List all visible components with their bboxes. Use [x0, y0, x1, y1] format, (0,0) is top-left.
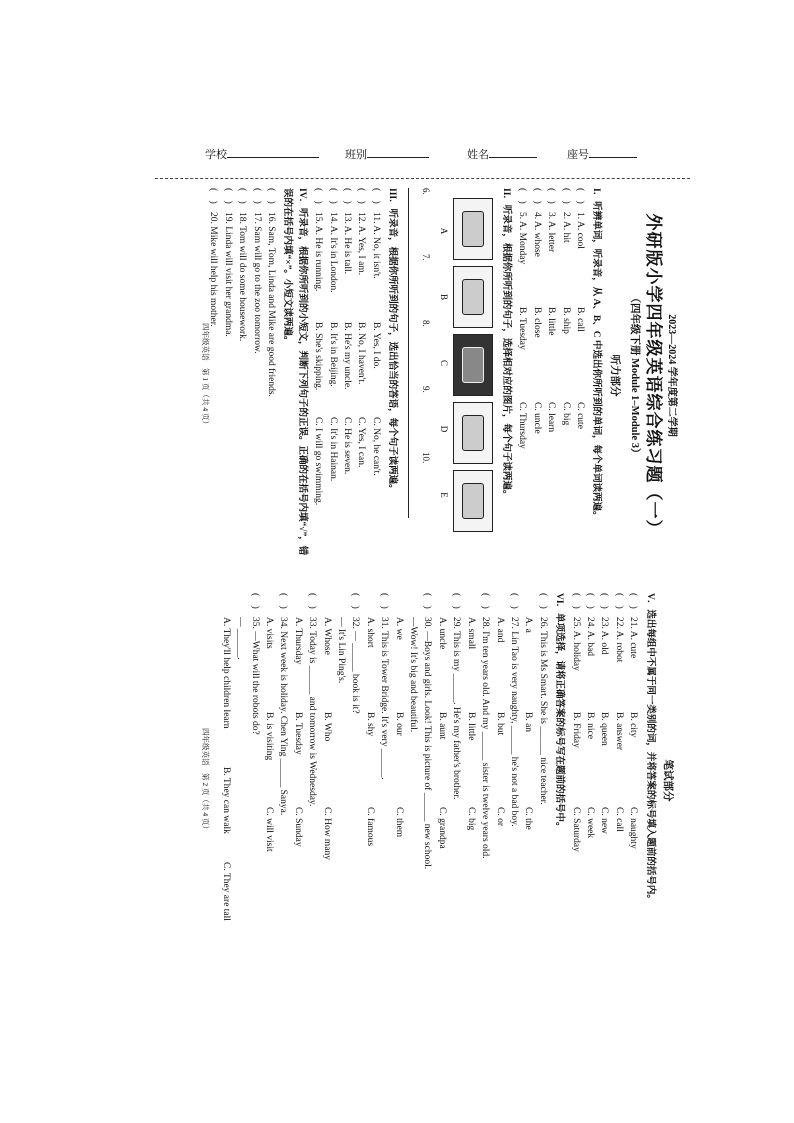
- question-row: ( ) 17. Sam will go to the zoo tomorrow.: [251, 188, 262, 354]
- options-row: A. a B. an C. the: [523, 617, 534, 830]
- cut-line: [155, 178, 690, 179]
- question-stem: ( ) 34. Next week is holiday. Chen Ying ______ Sanya.: [278, 593, 289, 816]
- page-1: [200, 188, 680, 563]
- question-row: ( ) 15. A. He is running. B. She's skipping. C. I will go swimming.: [313, 188, 324, 506]
- student-info-header: [205, 140, 665, 166]
- question-row: ( ) 19. Linda will visit her grandma.: [222, 188, 233, 337]
- picture-d: [453, 402, 493, 464]
- picture-b: [453, 266, 493, 328]
- answer-blanks: 6. 7. 8. 9. 10.: [403, 188, 433, 563]
- class-field[interactable]: [345, 146, 429, 162]
- listening-section-title: 听力部分: [608, 354, 620, 397]
- question-row: ( ) 13. A. He is tall. B. He's my uncle. C. He is seven.: [342, 188, 353, 475]
- question-row: ( ) 1. A. cool B. call C. cute: [574, 188, 585, 429]
- question-row: ( ) 16. Sam, Tom, Linda and Mike are good friends.: [266, 188, 277, 397]
- picture-labels: A B C D E: [438, 227, 449, 498]
- school-field[interactable]: [205, 146, 319, 162]
- exam-paper: [200, 188, 680, 958]
- options-row: A. visits B. is visiting C. will visit: [264, 617, 275, 852]
- question-stem-cont: —Wow! It's big and beautiful.: [408, 617, 419, 733]
- part1-list: [515, 188, 587, 563]
- exam-subtitle: （四年级下册 Module 1–Module 3）: [629, 292, 641, 459]
- question-stem: ( ) 29. This is my ______. He's my father's brother.: [451, 593, 462, 800]
- picture-e: [453, 470, 493, 532]
- question-stem: ( ) 30. —Boys and girls. Look! This is picture of ______ new school.: [422, 593, 433, 870]
- question-stem: ( ) 35. —What will the robots do?: [249, 593, 260, 735]
- options-row: A. small B. little C. big: [465, 617, 476, 831]
- question-stem: ( ) 27. Lin Tao is very naughty, ______ he's not a bad boy.: [508, 593, 519, 827]
- question-stem-cont: — It's Lin Ping's.: [336, 617, 347, 684]
- question-row: ( ) 23. A. old B. queen C. new: [599, 593, 610, 834]
- options-row: A. They'll help children learn B. They can walk C. They are tall: [220, 617, 231, 921]
- page-1-footer: 四年级英语 第 1 页（共 4 页）: [201, 323, 211, 428]
- options-row: A. and B. but C. or: [494, 617, 505, 826]
- options-row: A. we B. our C. them: [393, 617, 404, 838]
- name-label: 姓名: [467, 149, 489, 161]
- page-2-footer: 四年级英语 第 2 页（共 4 页）: [201, 728, 211, 833]
- picture-c: [453, 334, 493, 396]
- question-stem: ( ) 33. Today is ______ and tomorrow is Wednesday.: [307, 593, 318, 807]
- question-row: ( ) 5. A. Monday B. Tuesday C. Thursday: [517, 188, 528, 449]
- part4-list: [206, 188, 278, 563]
- picture-a: [453, 198, 493, 260]
- question-row: ( ) 11. A. No, it isn't. B. Yes, I do. C. No, he can't.: [370, 188, 381, 476]
- options-row: A. uncle B. aunt C. grandpa: [436, 617, 447, 849]
- part3-list: [311, 188, 383, 563]
- question-row: ( ) 4. A. whose B. close C. uncle: [531, 188, 542, 434]
- class-label: 班别: [345, 149, 367, 161]
- question-row: ( ) 12. A. Yes, I am. B. No, I haven't. C. Yes, I can.: [356, 188, 367, 468]
- part3-instructions: III．听录音，根据你所听到的句子，选出恰当的答语，每个句子读两遍。: [387, 188, 398, 494]
- options-row: A. Thursday B. Tuesday C. Sunday: [292, 617, 303, 847]
- question-stem: ( ) 31. This is Tower Bridge. It's very ______.: [379, 593, 390, 780]
- options-row: A. Whose B. Who C. How many: [321, 617, 332, 861]
- picture-options: [453, 198, 493, 563]
- question-row: ( ) 24. A. bad B. nice C. week: [584, 593, 595, 839]
- question-row: ( ) 22. A. robot B. answer C. call: [613, 593, 624, 832]
- part4-instructions: IV．听录音，根据你所听到的小短文，判断下列句子的正误。正确的在括号内填“√”，错误的在括号内填“×”。小短文读两遍。: [282, 188, 307, 556]
- question-row: ( ) 20. Mike will help his mother.: [208, 188, 219, 327]
- exam-title: 外研版小学四年级英语综合练习题（一）: [643, 213, 663, 538]
- writing-section-title: 笔试部分: [662, 759, 673, 802]
- question-row: ( ) 2. A. hit B. ship C. big: [560, 188, 571, 426]
- question-stem: ( ) 28. I'm ten years old. And my ______ sister is twelve years old.: [480, 593, 491, 859]
- seat-field[interactable]: [567, 146, 637, 162]
- options-row: A. short B. shy C. famous: [364, 617, 375, 847]
- school-year: 2023—2024 学年度第二学期: [666, 314, 677, 437]
- page-2: [200, 593, 680, 968]
- seat-label: 座号: [567, 149, 589, 161]
- school-label: 学校: [205, 149, 227, 161]
- question-stem: ( ) 26. This is Ms Smart. She is ______ nice teacher.: [537, 593, 548, 805]
- part2-instructions: II．听录音，根据你所听到的句子，选择相对应的图片，每个句子读两遍。: [500, 188, 511, 500]
- question-row: ( ) 18. Tom will do some housework.: [237, 188, 248, 342]
- part1-instructions: I．听辨单词，听录音，从 A、B、C 中选出你所听到的单词，每个单词读两遍。: [591, 188, 602, 521]
- name-field[interactable]: [467, 146, 537, 162]
- question-row: ( ) 25. A. holiday B. Friday C. Saturday: [570, 593, 581, 852]
- question-row: ( ) 14. A. It's in London. B. It's in Beijing. C. It's in Hainan.: [327, 188, 338, 482]
- question-row: ( ) 21. A. cute B. city C. naughty: [628, 593, 639, 849]
- part6-list: [218, 593, 549, 968]
- question-stem: ( ) 32. — ______ book is it?: [350, 593, 361, 714]
- part5-instructions: V．选出每组中不属于同一类别的词，并将答案的标号填入题前的括号内。: [644, 593, 655, 904]
- question-row: ( ) 3. A. letter B. little C. learn: [546, 188, 557, 433]
- part5-list: [568, 593, 640, 968]
- question-stem-cont: — ______.: [235, 617, 246, 660]
- part6-instructions: VI．单项选择，请将正确答案的标号写在题前的括号中。: [554, 593, 565, 832]
